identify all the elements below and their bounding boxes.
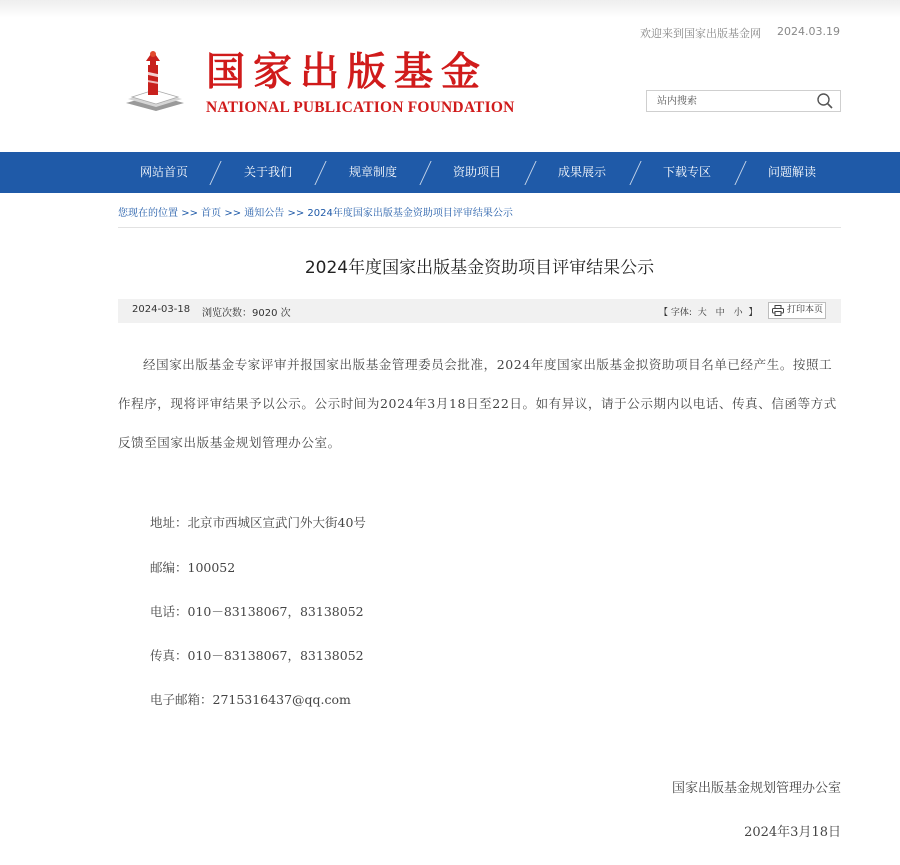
print-button[interactable] xyxy=(768,302,826,319)
breadcrumb-prefix: 您现在的位置 xyxy=(118,208,178,219)
nav-item-funded-projects[interactable]: 资助项目 xyxy=(452,165,501,179)
breadcrumb-separator: >> xyxy=(287,208,305,219)
font-size-bracket: 】 xyxy=(748,308,758,318)
top-shadow xyxy=(0,0,900,18)
contact-email: 电子邮箱：2715316437@qq.com xyxy=(150,692,351,707)
font-size-medium[interactable]: 中 xyxy=(715,308,725,318)
nav-separator xyxy=(419,161,431,185)
logo-emblem-icon xyxy=(124,45,186,115)
font-size-label: 【 字体: xyxy=(659,308,692,318)
view-count xyxy=(202,304,291,319)
print-button-label: 打印本页 xyxy=(787,305,824,315)
search-box xyxy=(646,90,841,112)
article-paragraph: 经国家出版基金专家评审并报国家出版基金管理委员会批准，2024年度国家出版基金拟资助项目名单已经产生。按照工作程序，现将评审结果予以公示。公示时间为2024年3月18日至22日。如有异议，请于公示期内以电话、传真、信函等方式反馈至国家出版基金规划管理办公室。 xyxy=(118,357,837,450)
nav-item-faq[interactable]: 问题解读 xyxy=(767,165,816,179)
article-info-bar xyxy=(118,299,841,323)
search-icon[interactable] xyxy=(816,92,834,110)
view-count-unit: 次 xyxy=(280,308,291,319)
signature-organization: 国家出版基金规划管理办公室 xyxy=(671,781,841,796)
breadcrumb xyxy=(118,204,513,219)
logo-english-name[interactable]: NATIONAL PUBLICATION FOUNDATION xyxy=(206,99,515,116)
breadcrumb-current[interactable]: 2024年度国家出版基金资助项目评审结果公示 xyxy=(307,208,513,219)
font-size-large[interactable]: 大 xyxy=(697,308,707,318)
nav-item-achievements[interactable]: 成果展示 xyxy=(557,165,606,179)
contact-address: 地址：北京市西城区宣武门外大街40号 xyxy=(150,515,366,530)
contact-fax: 传真：010－83138067，83138052 xyxy=(150,648,364,663)
nav-separator xyxy=(524,161,536,185)
logo-chinese-name[interactable]: 国家出版基金 xyxy=(206,49,489,95)
signature-date: 2024年3月18日 xyxy=(744,825,841,840)
nav-separator xyxy=(734,161,746,185)
nav-item-downloads[interactable]: 下载专区 xyxy=(662,165,711,179)
nav-item-about[interactable]: 关于我们 xyxy=(243,165,292,179)
contact-phone: 电话：010－83138067，83138052 xyxy=(150,604,364,619)
font-size-control xyxy=(659,305,757,318)
breadcrumb-separator: >> xyxy=(224,208,242,219)
breadcrumb-separator: >> xyxy=(181,208,198,219)
nav-separator xyxy=(314,161,326,185)
search-input[interactable] xyxy=(647,91,812,111)
article-title: 2024年度国家出版基金资助项目评审结果公示 xyxy=(304,258,655,278)
contact-postcode: 邮编：100052 xyxy=(150,560,236,575)
divider xyxy=(118,227,841,228)
nav-item-home[interactable]: 网站首页 xyxy=(139,165,188,179)
nav-separator xyxy=(629,161,641,185)
site-header xyxy=(0,0,900,152)
breadcrumb-category[interactable]: 通知公告 xyxy=(244,208,285,219)
nav-separator xyxy=(209,161,221,185)
view-count-value: 9020 xyxy=(252,308,278,319)
header-date: 2024.03.19 xyxy=(777,25,840,38)
printer-icon xyxy=(772,305,784,316)
font-size-small[interactable]: 小 xyxy=(733,308,743,318)
welcome-text: 欢迎来到国家出版基金网 xyxy=(640,27,761,40)
breadcrumb-home[interactable]: 首页 xyxy=(201,208,222,219)
main-nav xyxy=(0,152,900,193)
view-count-label: 浏览次数： xyxy=(202,308,252,319)
article-date: 2024-03-18 xyxy=(132,304,191,315)
nav-item-regulations[interactable]: 规章制度 xyxy=(348,165,397,179)
